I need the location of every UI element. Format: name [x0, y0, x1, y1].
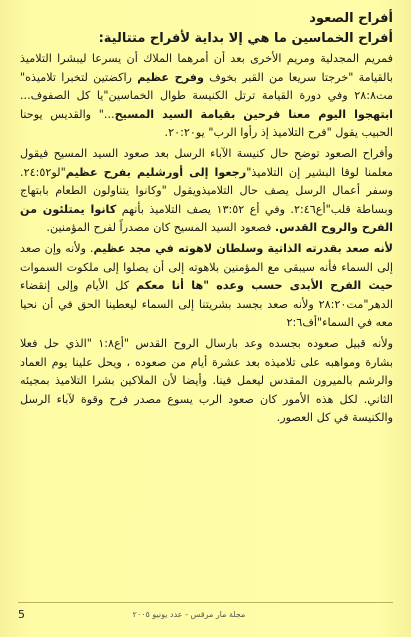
paragraph — [20, 335, 393, 428]
page-footer — [18, 605, 393, 623]
bold-text: وفرح عظيم — [137, 70, 204, 84]
bold-text: حيث الفرح الأبدى حسب وعده "ها أنا معكم — [135, 279, 393, 293]
text-run: . ولأنه وإن صعد إلى السماء فأنه سيبقى مع المؤمنين بلاهوته إلى أن يصلوا إلى ملكوت السموات — [20, 241, 393, 274]
text-run: ..." والقديس يوحنا الحبيب يقول "فرح التلاميذ إذ رأوا الرب" يو٢٠:٢٠. — [20, 107, 393, 140]
magazine-info: مجلة مار مرقس - عدد يونيو ٢٠٠٥ — [132, 609, 246, 619]
paragraph — [20, 145, 393, 238]
footer-divider — [18, 602, 393, 603]
bold-text: ابتهجوا اليوم معنا فرحين بقيامة السيد المسيح — [114, 107, 393, 121]
paragraph — [20, 50, 393, 143]
text-run: فمريم المجدلية ومريم الأخرى بعد أن أمرهما الملاك أن يسرعا ليبشرا التلاميذ بالقيامة "خرجتا سريعا من القبر بخوف — [20, 52, 393, 84]
bold-text: رجعوا إلى أورشليم بفرح عظيم — [65, 165, 247, 179]
bold-text: كانوا يمتلئون من الفرح والروح القدس. — [20, 202, 393, 235]
text-run: ولأنه قبيل صعوده بجسده وعد بارسال الروح القدس "أع١:٨ "الذي حل فعلا بشارة ومواهبه على تلاميذه بعد عشرة أيام من صعوده ، ويحل علينا يوم العماد والرشم بالميرون المقدس ليعمل فينا. وأيضا لأن الملاكين بشرا التلاميذ بمجيئه الثاني. لكل هذه الأمور كان صعود الرب يسوع مصدر فرح وقوة لآباء الرسل والكنيسة في كل العصور. — [20, 336, 393, 425]
paragraph — [20, 240, 393, 333]
bold-text: لأنه صعد بقدرته الذاتية وسلطان لاهوته في مجد عظيم — [93, 241, 393, 255]
page-title: أفراح الصعود — [309, 11, 393, 26]
text-run: فصعود السيد المسيح كان مصدراً لفرح المؤمنين. — [46, 221, 275, 235]
section-subtitle: أفراح الخماسين ما هي إلا بداية لأفراح متتالية: — [98, 31, 393, 46]
body-text — [20, 50, 393, 428]
text-run: راكضتين لتخبرا تلاميذه" مت٢٨:٨ وفي دورة القيامة ترتل الكنيسة طوال الخماسين"يا كل الصفوف... — [20, 70, 393, 103]
text-run: وأفراح الصعود توضح حال كنيسة الآباء الرسل بعد صعود السيد المسيح فيقول معلمنا لوقا البشير إن التلاميذ" — [20, 146, 393, 179]
text-run: "لو٢٤:٥٢. وسفر أعمال الرسل يصف حال التلاميذويقول "وكانوا يتناولون الطعام بابتهاج وبساطة قلب"أع٢:٤٦. وفي أع ١٣:٥٢ يصف التلاميذ بأنهم — [20, 165, 393, 216]
text-run: كل الأيام وإلى إنقضاء الدهر"مت٢٨:٢٠ ولأنه صعد بجسد بشريتنا إلى السماء ليعطينا الحق في أن نحيا معه في السماء"أف٢:٦ — [20, 279, 393, 330]
page-number: 5 — [18, 607, 25, 621]
